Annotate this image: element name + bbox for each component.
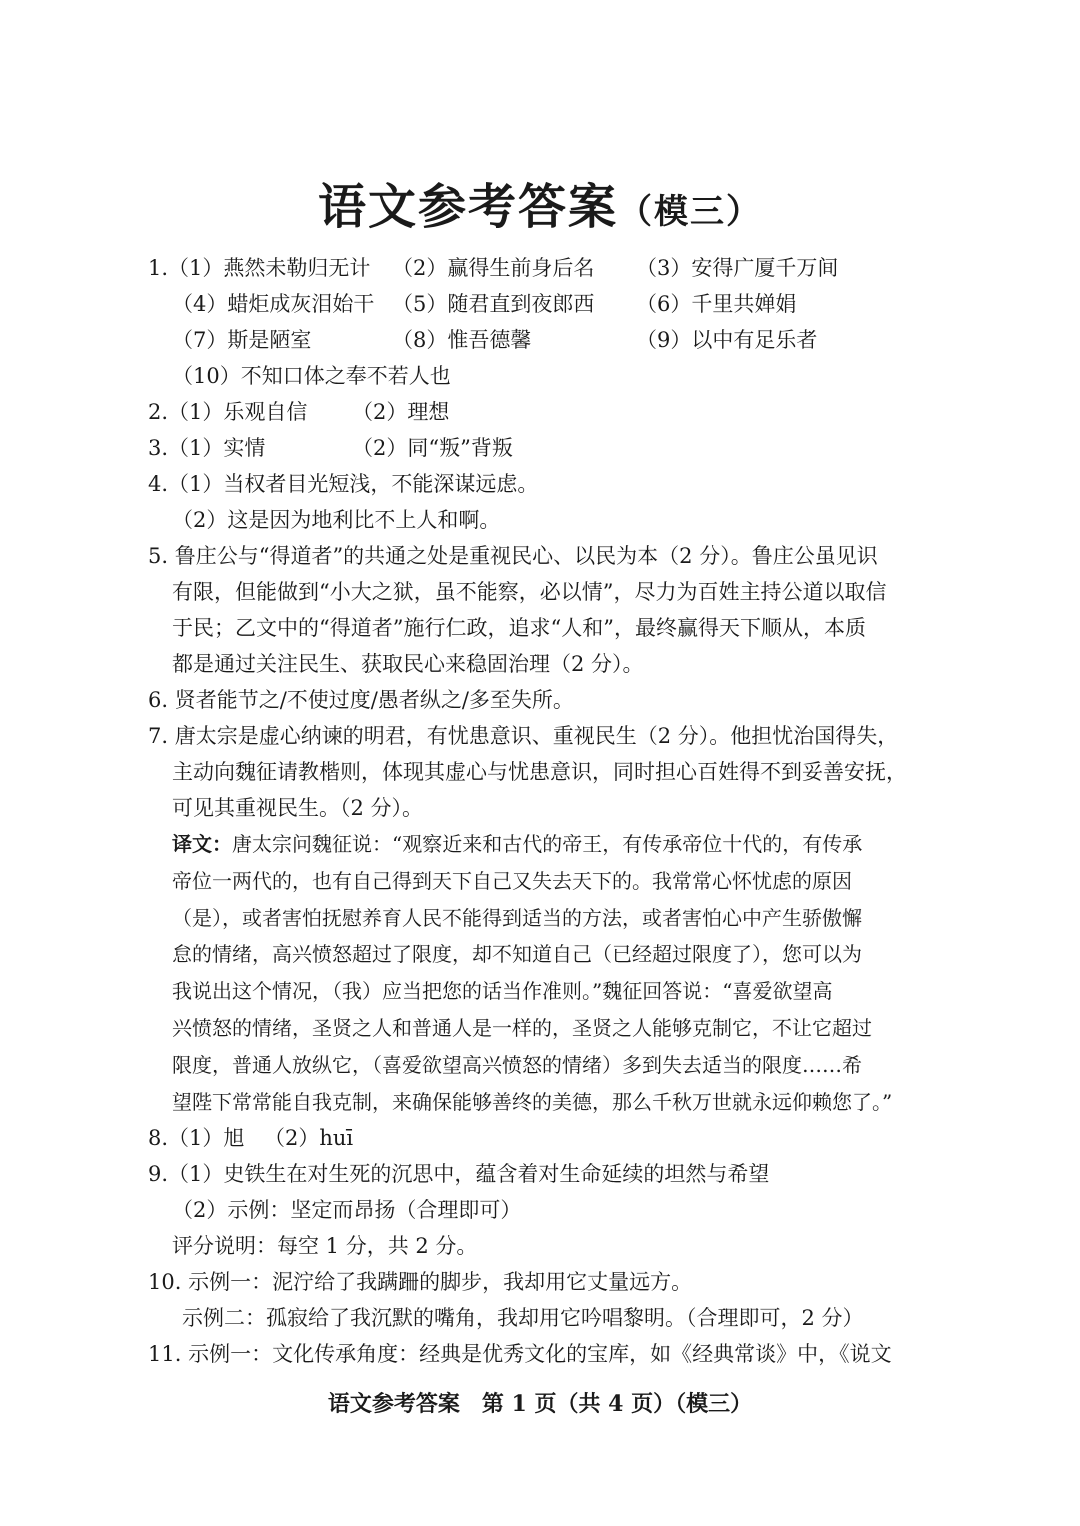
q3-part-1: 3.（1）实情: [148, 436, 266, 460]
translation-line-1: [148, 826, 948, 863]
q2-part-1: 2.（1）乐观自信: [148, 400, 308, 424]
q1-row-1: [148, 250, 948, 286]
q7-line-1: 7. 唐太宗是虚心纳谏的明君，有忧患意识、重视民生（2 分）。他担忧治国得失，: [148, 724, 899, 748]
q3-answer: [148, 430, 948, 466]
q1-item-5: （5）随君直到夜郎西: [392, 292, 595, 316]
q8-part-1: 8.（1）旭: [148, 1126, 245, 1151]
translation-line-3: （是），或者害怕抚慰养育人民不能得到适当的方法，或者害怕心中产生骄傲懈: [172, 905, 862, 930]
q1-item-2: （2）赢得生前身后名: [392, 256, 595, 280]
q8-part-2: （2）huī: [264, 1126, 354, 1151]
q2-part-2: （2）理想: [352, 400, 450, 424]
q1-item-8: （8）惟吾德馨: [392, 328, 532, 352]
q3-part-2: （2）同“叛”背叛: [352, 436, 513, 460]
q8-answer: [148, 1120, 948, 1156]
q1-item-4: （4）蜡炬成灰泪始干: [172, 292, 375, 316]
translation-line-2: 帝位一两代的，也有自己得到天下自己又失去天下的。我常常心怀忧虑的原因: [172, 868, 852, 893]
q7-line-3: 可见其重视民生。（2 分）。: [172, 796, 424, 820]
q5-line-1: 5. 鲁庄公与“得道者”的共通之处是重视民心、以民为本（2 分）。鲁庄公虽见识: [148, 544, 878, 568]
q1-item-3: （3）安得广厦千万间: [636, 256, 839, 280]
q4-part-2: （2）这是因为地利比不上人和啊。: [172, 508, 501, 532]
page-footer: 语文参考答案 第 1 页（共 4 页）（模三）: [327, 1391, 753, 1417]
q10-example-2: 示例二：孤寂给了我沉默的嘴角，我却用它吟唱黎明。（合理即可，2 分）: [182, 1306, 864, 1331]
q4-part-1: 4.（1）当权者目光短浅，不能深谋远虑。: [148, 472, 539, 496]
answer-content: [148, 250, 948, 1372]
q5-line-4: 都是通过关注民生、获取民心来稳固治理（2 分）。: [172, 652, 644, 676]
q1-item-7: （7）斯是陋室: [172, 328, 312, 352]
translation-label: 译文：: [172, 832, 232, 856]
title-main: 语文参考答案: [317, 179, 618, 235]
title-sub: （模三）: [618, 192, 762, 232]
q1-item-1: 1.（1）燕然未勒归无计: [148, 256, 371, 280]
q1-item-10: （10）不知口体之奉不若人也: [172, 364, 451, 388]
q9-part-1: 9.（1）史铁生在对生死的沉思中，蕴含着对生命延续的坦然与希望: [148, 1162, 770, 1187]
q6-answer: 6. 贤者能节之/不使过度/愚者纵之/多至失所。: [148, 688, 574, 712]
q1-item-9: （9）以中有足乐者: [636, 328, 818, 352]
page-title: [0, 168, 1080, 237]
q9-scoring-note: 评分说明：每空 1 分，共 2 分。: [172, 1234, 478, 1259]
q1-item-6: （6）千里共婵娟: [636, 292, 797, 316]
translation-line-5: 我说出这个情况，（我）应当把您的话当作准则。”魏征回答说：“喜爱欲望高: [172, 979, 833, 1004]
q1-row-3: [148, 322, 948, 358]
q1-row-2: [148, 286, 948, 322]
q2-answer: [148, 394, 948, 430]
translation-block: [148, 826, 948, 1120]
q9-part-2: （2）示例：坚定而昂扬（合理即可）: [172, 1198, 522, 1223]
translation-line-6: 兴愤怒的情绪，圣贤之人和普通人是一样的，圣贤之人能够克制它，不让它超过: [172, 1015, 872, 1040]
translation-line-8: 望陛下常常能自我克制，来确保能够善终的美德，那么千秋万世就永远仰赖您了。”: [172, 1089, 893, 1114]
q11-example-1: 11. 示例一：文化传承角度：经典是优秀文化的宝库，如《经典常谈》中，《说文: [148, 1342, 892, 1367]
q10-example-1: 10. 示例一：泥泞给了我蹒跚的脚步，我却用它丈量远方。: [148, 1270, 693, 1295]
translation-line-7: 限度，普通人放纵它，（喜爱欲望高兴愤怒的情绪）多到失去适当的限度……希: [172, 1052, 862, 1077]
q1-row-4: [148, 358, 948, 394]
translation-line-4: 怠的情绪，高兴愤怒超过了限度，却不知道自己（已经超过限度了），您可以为: [172, 942, 862, 967]
q5-line-3: 于民；乙文中的“得道者”施行仁政，追求“人和”，最终赢得天下顺从，本质: [172, 616, 866, 640]
translation-text-1: 唐太宗问魏征说：“观察近来和古代的帝王，有传承帝位十代的，有传承: [232, 832, 863, 856]
q7-line-2: 主动向魏征请教楷则，体现其虚心与忧患意识，同时担心百姓得不到妥善安抚，: [172, 760, 907, 784]
q5-line-2: 有限，但能做到“小大之狱，虽不能察，必以情”，尽力为百姓主持公道以取信: [172, 580, 887, 604]
